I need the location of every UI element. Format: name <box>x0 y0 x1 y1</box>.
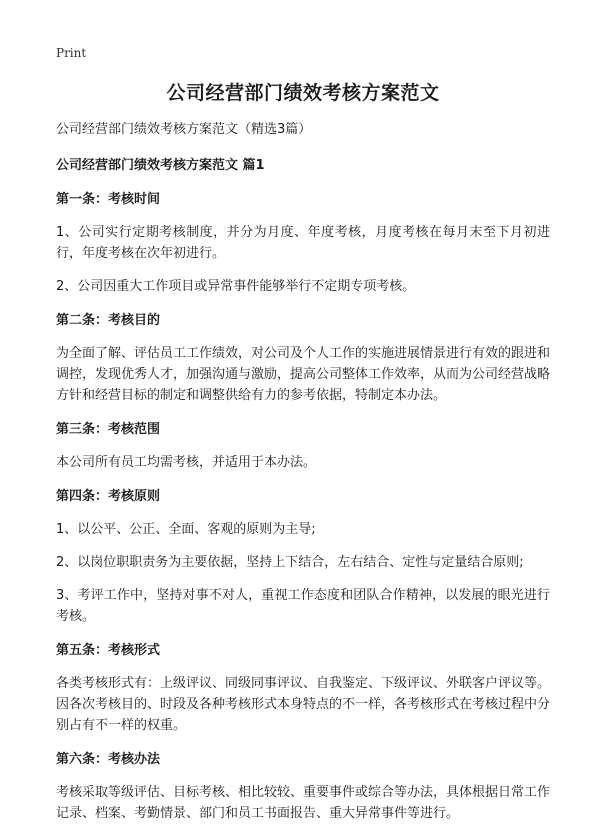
section-5-paragraph-1: 各类考核形式有：上级评议、同级同事评议、自我鉴定、下级评议、外联客户评议等。因各次考核目的、时段及各种考核形式本身特点的不一样，各考核形式在考核过程中分别占有不一样的权重。 <box>56 676 551 733</box>
section-heading-3: 第三条：考核范围 <box>56 422 161 437</box>
section-4-paragraph-1: 1、以公平、公正、全面、客观的原则为主导; <box>56 522 316 537</box>
document-subtitle: 公司经营部门绩效考核方案范文（精选3篇） <box>56 122 312 137</box>
section-4-paragraph-3: 3、考评工作中，坚持对事不对人，重视工作态度和团队合作精神，以发展的眼光进行考核。 <box>56 588 550 624</box>
section-1-paragraph-1: 1、公司实行定期考核制度，并分为月度、年度考核，月度考核在每月末至下月初进行，年度考核在次年初进行。 <box>56 225 550 261</box>
section-1-paragraph-2: 2、公司因重大工作项目或异常事件能够举行不定期专项考核。 <box>56 279 416 294</box>
section-heading-2: 第二条：考核目的 <box>56 313 161 328</box>
print-label: Print <box>56 46 87 60</box>
part-heading: 公司经营部门绩效考核方案范文 篇1 <box>56 158 265 173</box>
section-3-paragraph-1: 本公司所有员工均需考核，并适用于本办法。 <box>56 455 317 470</box>
section-heading-6: 第六条：考核办法 <box>56 752 161 767</box>
section-6-paragraph-1: 考核采取等级评估、目标考核、相比较较、重要事件或综合等办法，具体根据日常工作记录、档案、考勤情景、部门和员工书面报告、重大异常事件等进行。 <box>56 785 551 821</box>
section-2-paragraph-1: 为全面了解、评估员工工作绩效，对公司及个人工作的实施进展情景进行有效的跟进和调控，发现优秀人才，加强沟通与激励，提高公司整体工作效率，从而为公司经营战略方针和经营目标的制定和调整供给有力的参考依据，特制定本办法。 <box>56 346 551 403</box>
document-title: 公司经营部门绩效考核方案范文 <box>166 82 440 104</box>
section-4-paragraph-2: 2、以岗位职职责务为主要依据，坚持上下结合，左右结合、定性与定量结合原则; <box>56 555 524 570</box>
section-heading-1: 第一条：考核时间 <box>56 192 161 207</box>
section-heading-4: 第四条：考核原则 <box>56 489 161 504</box>
section-heading-5: 第五条：考核形式 <box>56 643 161 658</box>
